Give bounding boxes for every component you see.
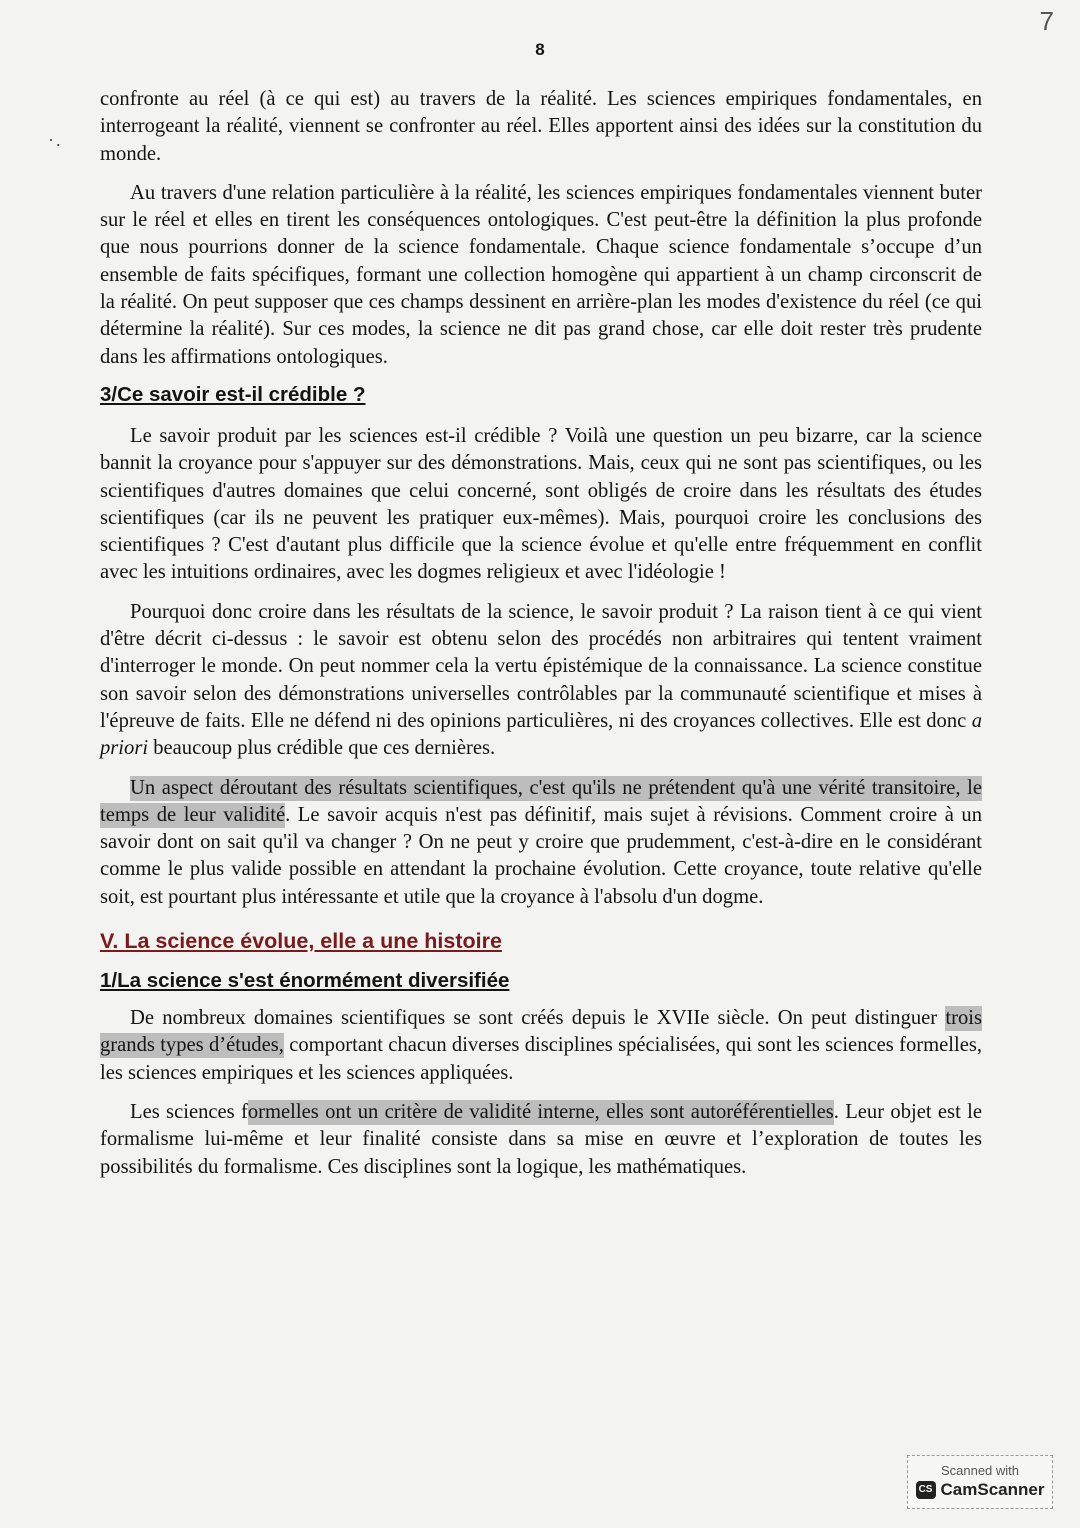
highlighted-text-3: ormelles ont un critère de validité interne, elles sont autoréférentielles xyxy=(247,1100,834,1123)
highlighted-text-2: trois grands types d’études, xyxy=(100,1007,982,1057)
paragraph-3: Le savoir produit par les sciences est-il crédible ? Voilà une question un peu bizarre, car la science bannit la croyance pour s'appuyer sur des démonstrations. Mais, ceux qui ne sont pas scientifiques, ou les scientifiques d'autres domaines que celui concerné, sont obligés de croire dans les résultats des études scientifiques (car ils ne peuvent les pratiquer eux-mêmes). Mais, pourquoi croire les conclusions des scientifiques ? C'est d'autant plus difficile que la science évolue et qu'elle entre fréquemment en conflit avec les intuitions ordinaires, avec les dogmes religieux et avec l'idéologie ! xyxy=(100,424,982,584)
camscanner-logo-icon: CS xyxy=(916,1481,936,1499)
paragraph-4-text-a: Pourquoi donc croire dans les résultats de la science, le savoir produit ? La raison tient à ce qui vient d'être décrit ci-dessus : le savoir est obtenu selon des procédés non arbitraires qui tentent vraiment d'interroger le monde. On peut nommer cela la vertu épistémique de la connaissance. La science constitue son savoir selon des démonstrations universelles contrôlables par la communauté scientifique et mises à l'épreuve de faits. Elle ne défend ni des opinions particulières, ni des croyances collectives. Elle est donc xyxy=(100,600,982,732)
paragraph-6-text-a: De nombreux domaines scientifiques se sont créés depuis le XVIIe siècle. On peut distinguer xyxy=(130,1007,946,1030)
camscanner-watermark xyxy=(907,1455,1053,1509)
margin-dots: ·. xyxy=(48,130,63,150)
paragraph-7-text-a: Les sciences f xyxy=(130,1100,248,1123)
paragraph-6 xyxy=(100,1005,982,1087)
paragraph-7-text-b: . Leur objet est le formalisme lui-même et leur finalité consiste dans sa mise en œuvre et l’exploration de toutes les possibilités du formalisme. Ces disciplines sont la logique, les mathématiques. xyxy=(100,1100,982,1178)
paragraph-1: confronte au réel (à ce qui est) au travers de la réalité. Les sciences empiriques fondamentales, en interrogeant la réalité, viennent se confronter au réel. Elles apportent ainsi des idées sur la constitution du monde. xyxy=(100,88,982,165)
page-content xyxy=(100,86,982,1181)
paragraph-4 xyxy=(100,599,982,763)
corner-mark: 7 xyxy=(1039,6,1054,36)
watermark-brand: CamScanner xyxy=(940,1480,1045,1499)
heading-diversified: 1/La science s'est énormément diversifiée xyxy=(100,969,510,993)
highlighted-text-1: Un aspect déroutant des résultats scientifiques, c'est qu'ils ne prétendent qu'à une vérité transitoire, le temps de leur validité xyxy=(100,776,982,826)
heading-credible: 3/Ce savoir est-il crédible ? xyxy=(100,382,366,406)
section-heading: V. La science évolue, elle a une histoire xyxy=(100,929,502,954)
watermark-line-1: Scanned with xyxy=(940,1463,1020,1478)
paragraph-5-text: . Le savoir acquis n'est pas définitif, mais sujet à révisions. Comment croire à un savoir dont on sait qu'il va changer ? On ne peut y croire que prudemment, c'est-à-dire en le considérant comme le plus valide possible en attendant la prochaine évolution. Cette croyance, toute relative qu'elle soit, est pourtant plus intéressante et utile que la croyance à l'absolu d'un dogme. xyxy=(100,803,982,908)
paragraph-6-text-b: comportant chacun diverses disciplines spécialisées, qui sont les sciences formelles, les sciences empiriques et les sciences appliquées. xyxy=(100,1034,983,1084)
paragraph-4-italic: a priori xyxy=(100,709,982,760)
watermark-brand-row xyxy=(908,1480,1052,1500)
paragraph-5 xyxy=(100,775,982,911)
paragraph-7 xyxy=(100,1099,982,1181)
page-number: 8 xyxy=(535,40,545,59)
paragraph-4-text-b: beaucoup plus crédible que ces dernières. xyxy=(148,737,496,760)
paragraph-2: Au travers d'une relation particulière à la réalité, les sciences empiriques fondamentales viennent buter sur le réel et elles en tirent les conséquences ontologiques. C'est peut-être la définition la plus profonde que nous pourrions donner de la science fondamentale. Chaque science fondamentale s’occupe d’un ensemble de faits spécifiques, formant une collection homogène qui appartient à un champ circonscrit de la réalité. On peut supposer que ces champs dessinent en arrière-plan les modes d'existence du réel (ce qui détermine la réalité). Sur ces modes, la science ne dit pas grand chose, car elle doit rester très prudente dans les affirmations ontologiques. xyxy=(100,181,982,368)
